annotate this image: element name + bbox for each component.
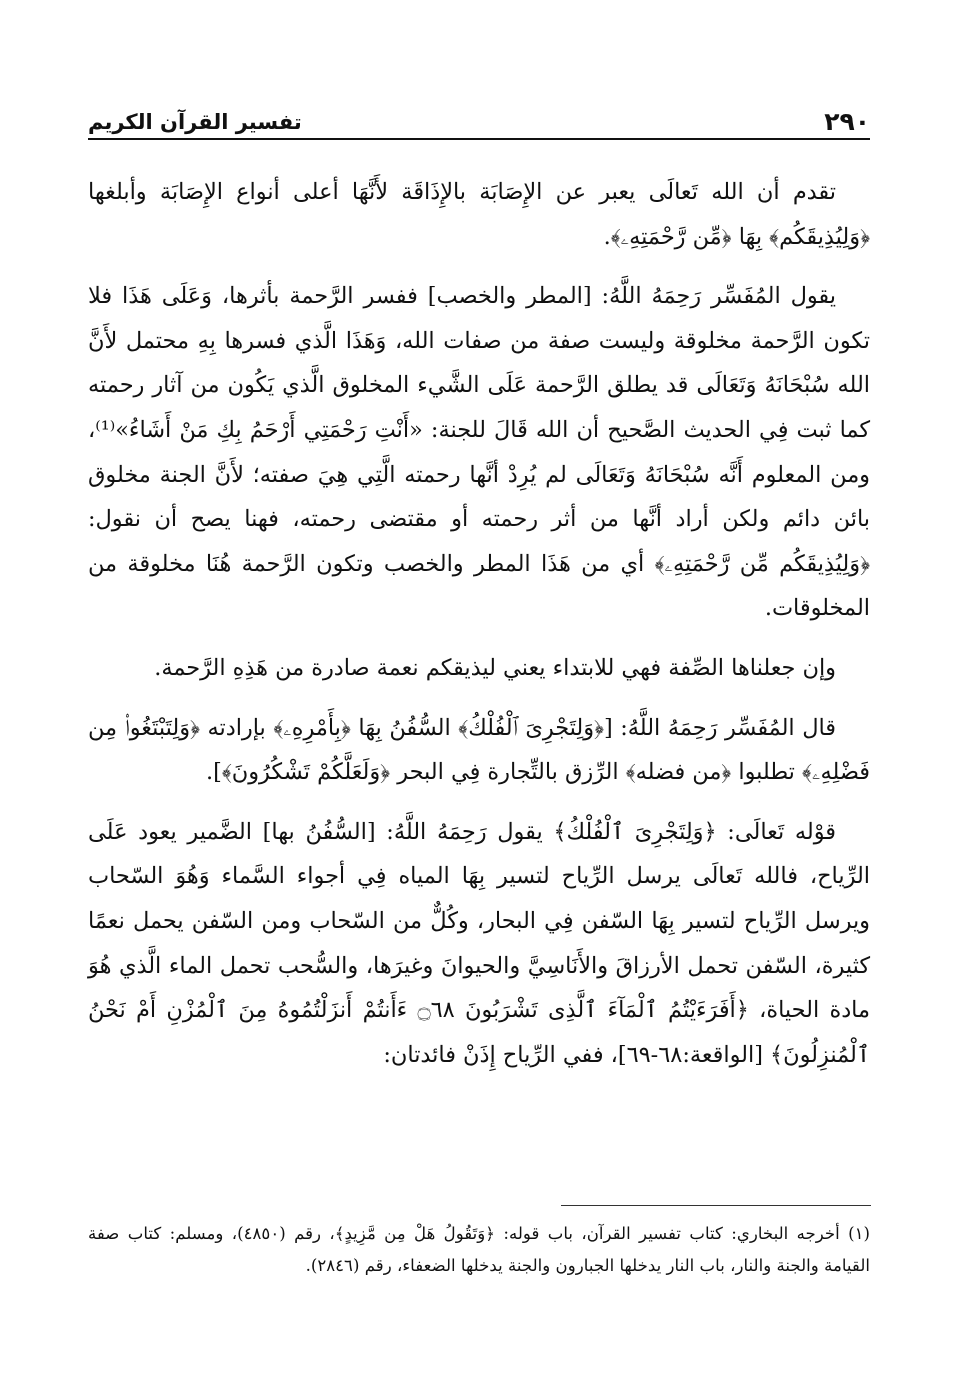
page-header bbox=[88, 100, 870, 140]
paragraph: قال المُفَسِّر رَحِمَهُ اللَّهُ: [﴿وَلِتَجْرِىَ ٱلْفُلْكُ﴾ السُّفُنُ بِهَا ﴿بِأَمْرِهِۦ﴾ بإرادته ﴿وَلِتَبْتَغُوا۟ مِن فَضْلِهِۦ﴾ تطلبوا ﴿من فضله﴾ الرِّزق بالتِّجارة فِي البحر ﴿وَلَعَلَّكُمْ تَشْكُرُونَ﴾]. bbox=[88, 714, 870, 786]
main-text bbox=[88, 170, 870, 1092]
header-rule bbox=[88, 138, 870, 140]
page-number: ٢٩٠ bbox=[824, 107, 870, 136]
paragraph: قوْله تَعالَى: ﴿وَلِتَجْرِىَ ٱلْفُلْكُ﴾ يقول رَحِمَهُ اللَّهُ: [السُّفُنُ بها] الضَّمير يعود عَلَى الرِّياح، فالله تَعالَى يرسل الرِّياح لتسير بِهَا المياه فِي أجواء السَّماء وَهُوَ السّحاب ويرسل الرِّياح لتسير بِهَا السّفن فِي البحار، وكُلٌّ من السّحاب ومن السّفن يحمل نعمًا كثيرة، السّفن تحمل الأرزاقَ والأَنَاسِيَّ والحيوانَ وغيرَها، والسُّحب تحمل الماء الَّذي هُوَ مادة الحياة، ﴿أَفَرَءَيْتُمُ ٱلْمَآءَ ٱلَّذِى تَشْرَبُونَ ۝٦٨ ءَأَنتُمْ أَنزَلْتُمُوهُ مِنَ ٱلْمُزْنِ أَمْ نَحْنُ ٱلْمُنزِلُونَ﴾ [الواقعة:٦٨-٦٩]، ففي الرِّياح إِذَنْ فائدتان: bbox=[88, 818, 870, 1068]
book-title: تفسير القرآن الكريم bbox=[88, 110, 302, 134]
footnote: (١) أخرجه البخاري: كتاب تفسير القرآن، باب قوله: ﴿وَتَقُولُ هَلْ مِن مَّزِيدٍ﴾، رقم (٤٨٥٠)، ومسلم: كتاب صفة القيامة والجنة والنار، باب النار يدخلها الجبارون والجنة يدخلها الضعفاء، رقم (٢٨٤٦). bbox=[88, 1224, 870, 1275]
paragraph: وإن جعلناها الصِّفة فهي للابتداء يعني ليذيقكم نعمة صادرة من هَذِهِ الرَّحمة. bbox=[154, 654, 836, 681]
footnote-divider bbox=[561, 1205, 871, 1206]
paragraph: تقدم أن الله تَعالَى يعبر عن الإِصَابَة بالإِذَاقَة لأَنَّهَا أعلى أنواع الإِصَابَة وأبلغها ﴿وَلِيُذِيقَكُم﴾ بِهَا ﴿مِّن رَّحْمَتِهِۦ﴾. bbox=[88, 179, 870, 250]
footnotes bbox=[88, 1218, 870, 1282]
paragraph: يقول المُفَسِّر رَحِمَهُ اللَّهُ: [المطر والخصب] ففسر الرَّحمة بأثرها، وَعَلَى هَذَا فلا تكون الرَّحمة مخلوقة وليست صفة من صفات الله، وَهَذَا الَّذي فسرها بِهِ محتمل لأَنَّ الله سُبْحَانَهُ وَتَعَالَى قد يطلق الرَّحمة عَلَى الشَّيء المخلوق الَّذي يَكُون من آثار رحمته كما ثبت فِي الحديث الصَّحيح أن الله قَالَ للجنة: «أَنْتِ رَحْمَتِي أَرْحَمُ بِكِ مَنْ أَشَاءُ»⁽¹⁾، ومن المعلوم أَنَّه سُبْحَانَهُ وَتَعَالَى لم يُرِدْ أنَّها رحمته الَّتِي هِيَ صفته؛ لأَنَّ الجنة مخلوق بائن دائم ولكن أراد أنَّها من أثر رحمته أو مقتضى رحمته، فهنا يصح أن نقول: ﴿وَلِيُذِيقَكُم مِّن رَّحْمَتِهِۦ﴾ أي من هَذَا المطر والخصب وتكون الرَّحمة هُنَا مخلوقة من المخلوقات. bbox=[88, 283, 870, 622]
